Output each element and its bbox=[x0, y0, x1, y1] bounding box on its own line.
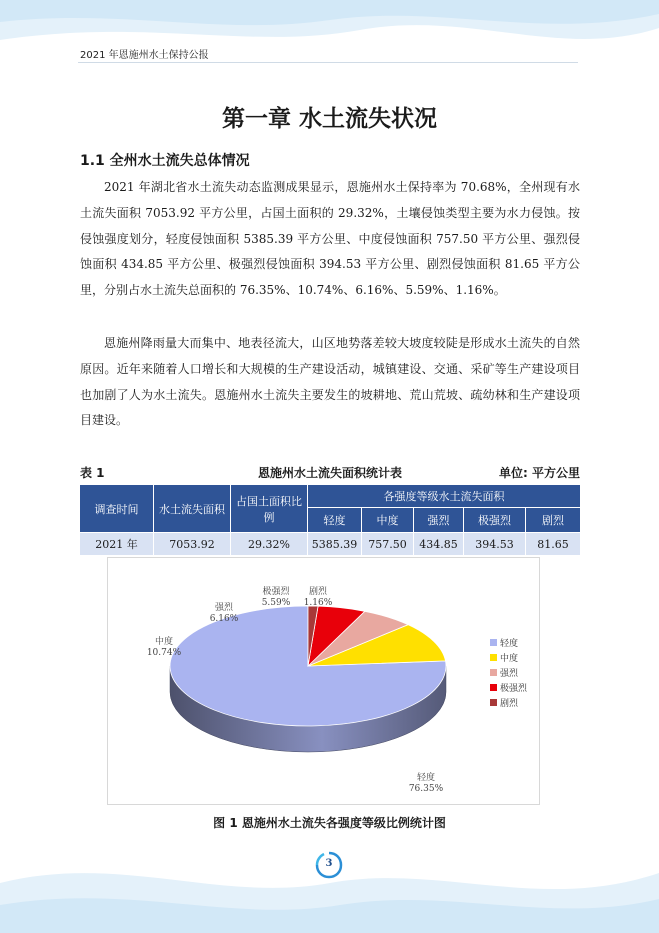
chapter-title: 第一章 水土流失状况 bbox=[221, 106, 437, 132]
header-level-moderate: 中度 bbox=[362, 508, 414, 533]
cell-area: 7053.92 bbox=[154, 533, 231, 556]
pie-label-name: 中度 bbox=[154, 637, 174, 647]
paragraph-overview: 2021 年湖北省水土流失动态监测成果显示，恩施州水土保持率为 70.68%，全州现有水土流失面积 7053.92 平方公里，占国土面积的 29.32%，土壤侵蚀类型主要为水力侵蚀。按侵蚀强度划分，轻度侵蚀面积 5385.39 平方公里、中度侵蚀面积 757.50 平方公里、强烈侵蚀面积 434.85 平方公里、极强烈侵蚀面积 394.53 平方公里、剧烈侵蚀面积 81.65 平方公里，分别占水土流失总面积的 76.35%、10.74%、6.16%、5.59%、1.16%。 bbox=[80, 180, 580, 298]
running-header: 2021 年恩施州水土保持公报 bbox=[80, 50, 209, 61]
cell-ratio: 29.32% bbox=[231, 533, 308, 556]
legend-label: 剧烈 bbox=[500, 699, 519, 709]
pie-label-value: 6.16% bbox=[209, 614, 239, 624]
table-number: 表 1 bbox=[80, 466, 105, 480]
paragraph-causes: 恩施州降雨量大而集中、地表径流大，山区地势落差较大坡度较陡是形成水土流失的自然原因。近年来随着人口增长和大规模的生产建设活动，城镇建设、交通、采矿等生产建设项目也加剧了人为水土流失。恩施州水土流失主要发生的坡耕地、荒山荒坡、疏幼林和生产建设项目建设。 bbox=[80, 336, 580, 428]
header-erosion-area: 水土流失面积 bbox=[154, 485, 231, 533]
table-unit: 单位: 平方公里 bbox=[499, 466, 580, 480]
pie-label-value: 1.16% bbox=[303, 598, 333, 608]
legend-swatch bbox=[490, 639, 497, 646]
pie-chart bbox=[108, 558, 539, 804]
pie-label-value: 76.35% bbox=[408, 784, 444, 794]
cell-severe: 81.65 bbox=[526, 533, 581, 556]
section-title: 1.1 全州水土流失总体情况 bbox=[80, 153, 250, 169]
header-survey-time: 调查时间 bbox=[80, 485, 154, 533]
pie-label-name: 轻度 bbox=[416, 773, 436, 783]
header-divider bbox=[78, 62, 578, 63]
table-title: 恩施州水土流失面积统计表 bbox=[257, 466, 402, 480]
page-number: 3 bbox=[325, 858, 333, 869]
header-land-ratio: 占国土面积比例 bbox=[231, 485, 308, 533]
figure-caption: 图 1 恩施州水土流失各强度等级比例统计图 bbox=[213, 816, 446, 830]
pie-label-value: 10.74% bbox=[146, 648, 182, 658]
cell-moderate: 757.50 bbox=[362, 533, 414, 556]
legend-label: 中度 bbox=[500, 654, 519, 664]
cell-intense: 434.85 bbox=[414, 533, 464, 556]
header-level-intense: 强烈 bbox=[414, 508, 464, 533]
header-level-severe: 剧烈 bbox=[526, 508, 581, 533]
table-row bbox=[80, 533, 581, 556]
legend-label: 强烈 bbox=[500, 669, 519, 679]
page-number-badge bbox=[314, 850, 344, 880]
legend-label: 轻度 bbox=[500, 639, 519, 649]
pie-chart-frame bbox=[107, 557, 540, 805]
header-intensity-group: 各强度等级水土流失面积 bbox=[308, 485, 581, 508]
header-level-very-intense: 极强烈 bbox=[464, 508, 526, 533]
legend-swatch bbox=[490, 654, 497, 661]
legend-swatch bbox=[490, 684, 497, 691]
pie-label-name: 极强烈 bbox=[262, 587, 290, 597]
cell-very-intense: 394.53 bbox=[464, 533, 526, 556]
cell-mild: 5385.39 bbox=[308, 533, 362, 556]
cell-year: 2021 年 bbox=[80, 533, 154, 556]
legend-swatch bbox=[490, 699, 497, 706]
legend-label: 极强烈 bbox=[500, 684, 528, 694]
legend-swatch bbox=[490, 669, 497, 676]
pie-label-value: 5.59% bbox=[261, 598, 291, 608]
pie-label-name: 强烈 bbox=[214, 603, 234, 613]
header-level-mild: 轻度 bbox=[308, 508, 362, 533]
pie-label-name: 剧烈 bbox=[308, 587, 328, 597]
soil-erosion-table bbox=[79, 484, 581, 556]
table-caption bbox=[80, 464, 580, 482]
